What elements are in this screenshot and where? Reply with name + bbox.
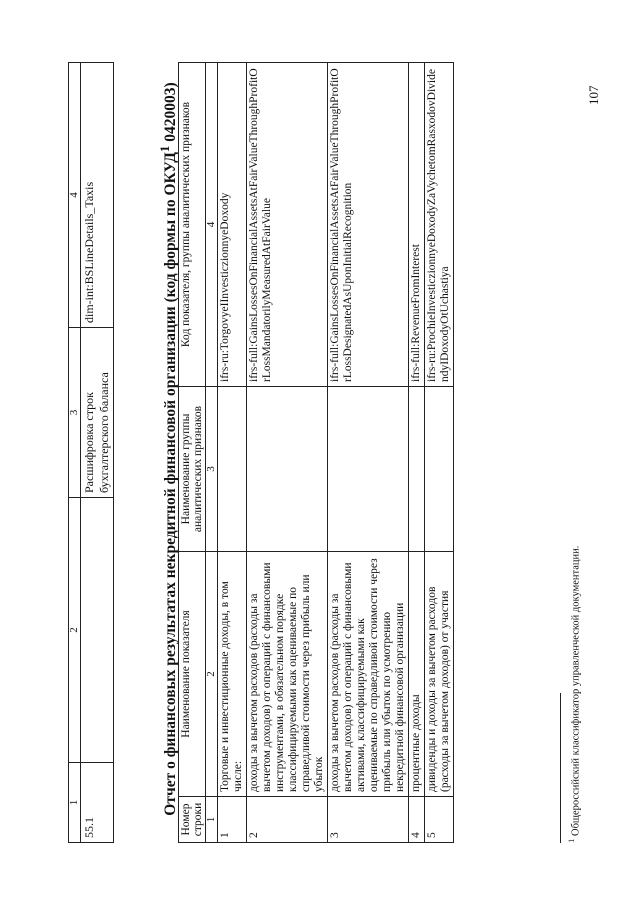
- indicator-name: процентные доходы: [409, 552, 425, 797]
- indicator-code: ifrs-full:GainsLossesOnFinancialAssetsAtFairValueThroughProfitOrLossMandatorilyMeasuredAtFairValue: [247, 63, 328, 387]
- indicator-code: ifrs-full:RevenueFromInterest: [409, 63, 425, 387]
- page-number: 107: [586, 85, 601, 105]
- footnote-divider: [560, 693, 561, 843]
- table-row: [81, 63, 114, 843]
- footnote: [566, 546, 582, 843]
- footnote-text: Общероссийский классификатор управленческой документации.: [570, 545, 582, 839]
- row-number: 5: [425, 797, 454, 843]
- analytic-group-name: [425, 387, 454, 552]
- indicator-code: ifrs-ru:ProchieInvesticzionnyeDoxodyZaVychetomRasxodovDividendyIDoxodyOtUchastiya: [425, 63, 454, 387]
- indicator-name: Торговые и инвестиционные доходы, в том числе:: [218, 552, 247, 797]
- indicator-code: dim-int:BSLineDetails_Taxis: [81, 63, 114, 328]
- header-row-number: Номер строки: [179, 797, 206, 843]
- table-row: [247, 63, 328, 843]
- analytic-group-name: [247, 387, 328, 552]
- indicator-name: доходы за вычетом расходов (расходы за вычетом доходов) от операций с финансовыми инструментами, в обязательном порядке классифицируемыми как оцениваемые по справедливой стоимости через прибыль или убыток: [247, 552, 328, 797]
- analytic-group-name: [409, 387, 425, 552]
- table-row: [218, 63, 247, 843]
- table-header-row: [179, 63, 206, 843]
- row-number: 2: [247, 797, 328, 843]
- column-number: 1: [69, 763, 81, 843]
- indicator-name: [81, 498, 114, 763]
- financial-results-table: [178, 62, 454, 843]
- row-number: 3: [328, 797, 409, 843]
- table-row: [409, 63, 425, 843]
- column-number-row: [69, 63, 81, 843]
- report-title-code: 0420003): [162, 82, 180, 146]
- column-number: 4: [69, 63, 81, 328]
- column-number: 3: [206, 387, 218, 552]
- report-title: [156, 49, 180, 849]
- header-code: Код показателя, группы аналитических признаков: [179, 63, 206, 387]
- header-indicator-name: Наименование показателя: [179, 552, 206, 797]
- indicator-name: дивиденды и доходы за вычетом расходов (расходы за вычетом доходов) от участия: [425, 552, 454, 797]
- column-number: 2: [69, 498, 81, 763]
- analytic-group-name: [328, 387, 409, 552]
- footnote-mark: 1: [566, 838, 576, 843]
- indicator-name: доходы за вычетом расходов (расходы за вычетом доходов) от операций с финансовыми активами, классифицируемыми как оцениваемые по справедливой стоимости через прибыль или убыток по усмотрению некредитной финансовой организации: [328, 552, 409, 797]
- column-number-row: [206, 63, 218, 843]
- table-row: [328, 63, 409, 843]
- table-row: [425, 63, 454, 843]
- row-number: 4: [409, 797, 425, 843]
- column-number: 4: [206, 63, 218, 387]
- indicator-code: ifrs-full:GainsLossesOnFinancialAssetsAtFairValueThroughProfitOrLossDesignatedAsUponInitialRecognition: [328, 63, 409, 387]
- column-number: 2: [206, 552, 218, 797]
- continuation-table: [68, 62, 114, 843]
- header-group-name: Наименование группы аналитических признаков: [179, 387, 206, 552]
- indicator-code: ifrs-ru:TorgovyeIInvesticzionnyeDoxody: [218, 63, 247, 387]
- column-number: 3: [69, 328, 81, 498]
- footnote-mark: 1: [157, 145, 172, 153]
- row-number: 55.1: [81, 763, 114, 843]
- analytic-group-name: Расшифровка строк бухгалтерского баланса: [81, 328, 114, 498]
- report-title-text: Отчет о финансовых результатах некредитной финансовой организации (код формы по ОКУД: [162, 152, 180, 816]
- column-number: 1: [206, 797, 218, 843]
- row-number: 1: [218, 797, 247, 843]
- analytic-group-name: [218, 387, 247, 552]
